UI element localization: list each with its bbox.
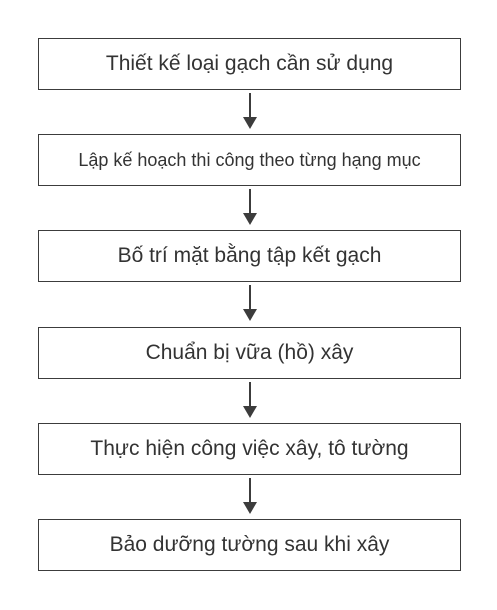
step-1-box: Thiết kế loại gạch cần sử dụng xyxy=(38,38,461,90)
arrow-down-icon xyxy=(243,382,257,419)
arrow-down-icon xyxy=(243,189,257,226)
arrow-down-icon xyxy=(243,478,257,515)
step-5-box: Thực hiện công việc xây, tô tường xyxy=(38,423,461,475)
step-2-box: Lập kế hoạch thi công theo từng hạng mục xyxy=(38,134,461,186)
arrow-down-icon xyxy=(243,93,257,130)
step-6-box: Bảo dưỡng tường sau khi xây xyxy=(38,519,461,571)
step-4-box: Chuẩn bị vữa (hồ) xây xyxy=(38,327,461,379)
step-3-box: Bố trí mặt bằng tập kết gạch xyxy=(38,230,461,282)
arrow-down-icon xyxy=(243,285,257,322)
